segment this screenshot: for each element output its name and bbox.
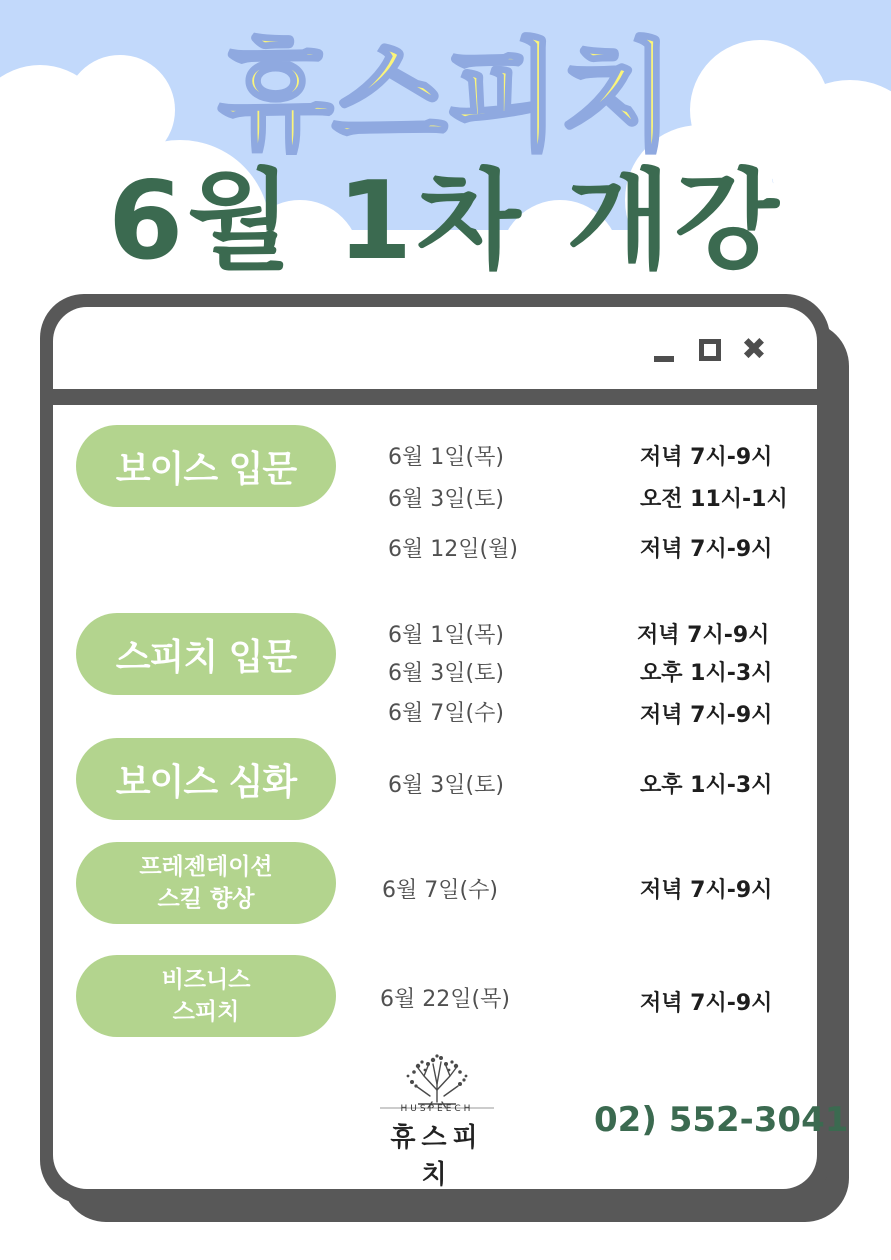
session-date: 6월 7일(수) bbox=[388, 701, 504, 726]
session-time: 저녁 7시-9시 bbox=[640, 703, 773, 728]
maximize-icon[interactable] bbox=[698, 337, 722, 363]
course-business-speech[interactable] bbox=[76, 955, 336, 1037]
session-date: 6월 22일(목) bbox=[380, 987, 510, 1012]
phone-number[interactable]: 02) 552-3041 bbox=[594, 1100, 849, 1140]
session-date: 6월 1일(목) bbox=[388, 623, 504, 648]
course-voice-advanced[interactable] bbox=[76, 738, 336, 820]
window-titlebar bbox=[53, 307, 817, 389]
session-time: 저녁 7시-9시 bbox=[637, 623, 770, 648]
session-time: 오후 1시-3시 bbox=[640, 773, 773, 798]
course-label: 스피치 입문 bbox=[115, 636, 297, 678]
session-date: 6월 3일(토) bbox=[388, 487, 504, 512]
session-date: 6월 3일(토) bbox=[388, 773, 504, 798]
course-label-line1: 프레젠테이션 bbox=[139, 854, 273, 880]
brand-title: 휴스피치 bbox=[217, 28, 674, 167]
logo-latin-text: HUSPEECH bbox=[400, 1104, 474, 1114]
minimize-icon[interactable] bbox=[652, 337, 676, 363]
course-voice-intro[interactable] bbox=[76, 425, 336, 507]
course-label-line2: 스피치 bbox=[172, 999, 240, 1025]
course-presentation-skills[interactable] bbox=[76, 842, 336, 924]
titlebar-divider bbox=[53, 389, 817, 405]
session-time: 오전 11시-1시 bbox=[640, 487, 788, 512]
session-time: 오후 1시-3시 bbox=[640, 661, 773, 686]
course-label-line1: 비즈니스 bbox=[161, 967, 251, 993]
session-date: 6월 3일(토) bbox=[388, 661, 504, 686]
course-label: 보이스 심화 bbox=[115, 761, 297, 803]
course-label: 보이스 입문 bbox=[115, 448, 297, 490]
logo-korean-text: 휴스피치 bbox=[390, 1123, 484, 1190]
session-time: 저녁 7시-9시 bbox=[640, 445, 773, 470]
session-date: 6월 12일(월) bbox=[388, 537, 518, 562]
course-speech-intro[interactable] bbox=[76, 613, 336, 695]
opening-title: 6월 1차 개강 bbox=[108, 159, 783, 284]
course-label-line2: 스킬 향상 bbox=[157, 886, 255, 912]
session-date: 6월 1일(목) bbox=[388, 445, 504, 470]
session-time: 저녁 7시-9시 bbox=[640, 991, 773, 1016]
session-time: 저녁 7시-9시 bbox=[640, 878, 773, 903]
close-icon[interactable]: ✖ bbox=[741, 332, 767, 367]
session-date: 6월 7일(수) bbox=[382, 878, 498, 903]
session-time: 저녁 7시-9시 bbox=[640, 537, 773, 562]
